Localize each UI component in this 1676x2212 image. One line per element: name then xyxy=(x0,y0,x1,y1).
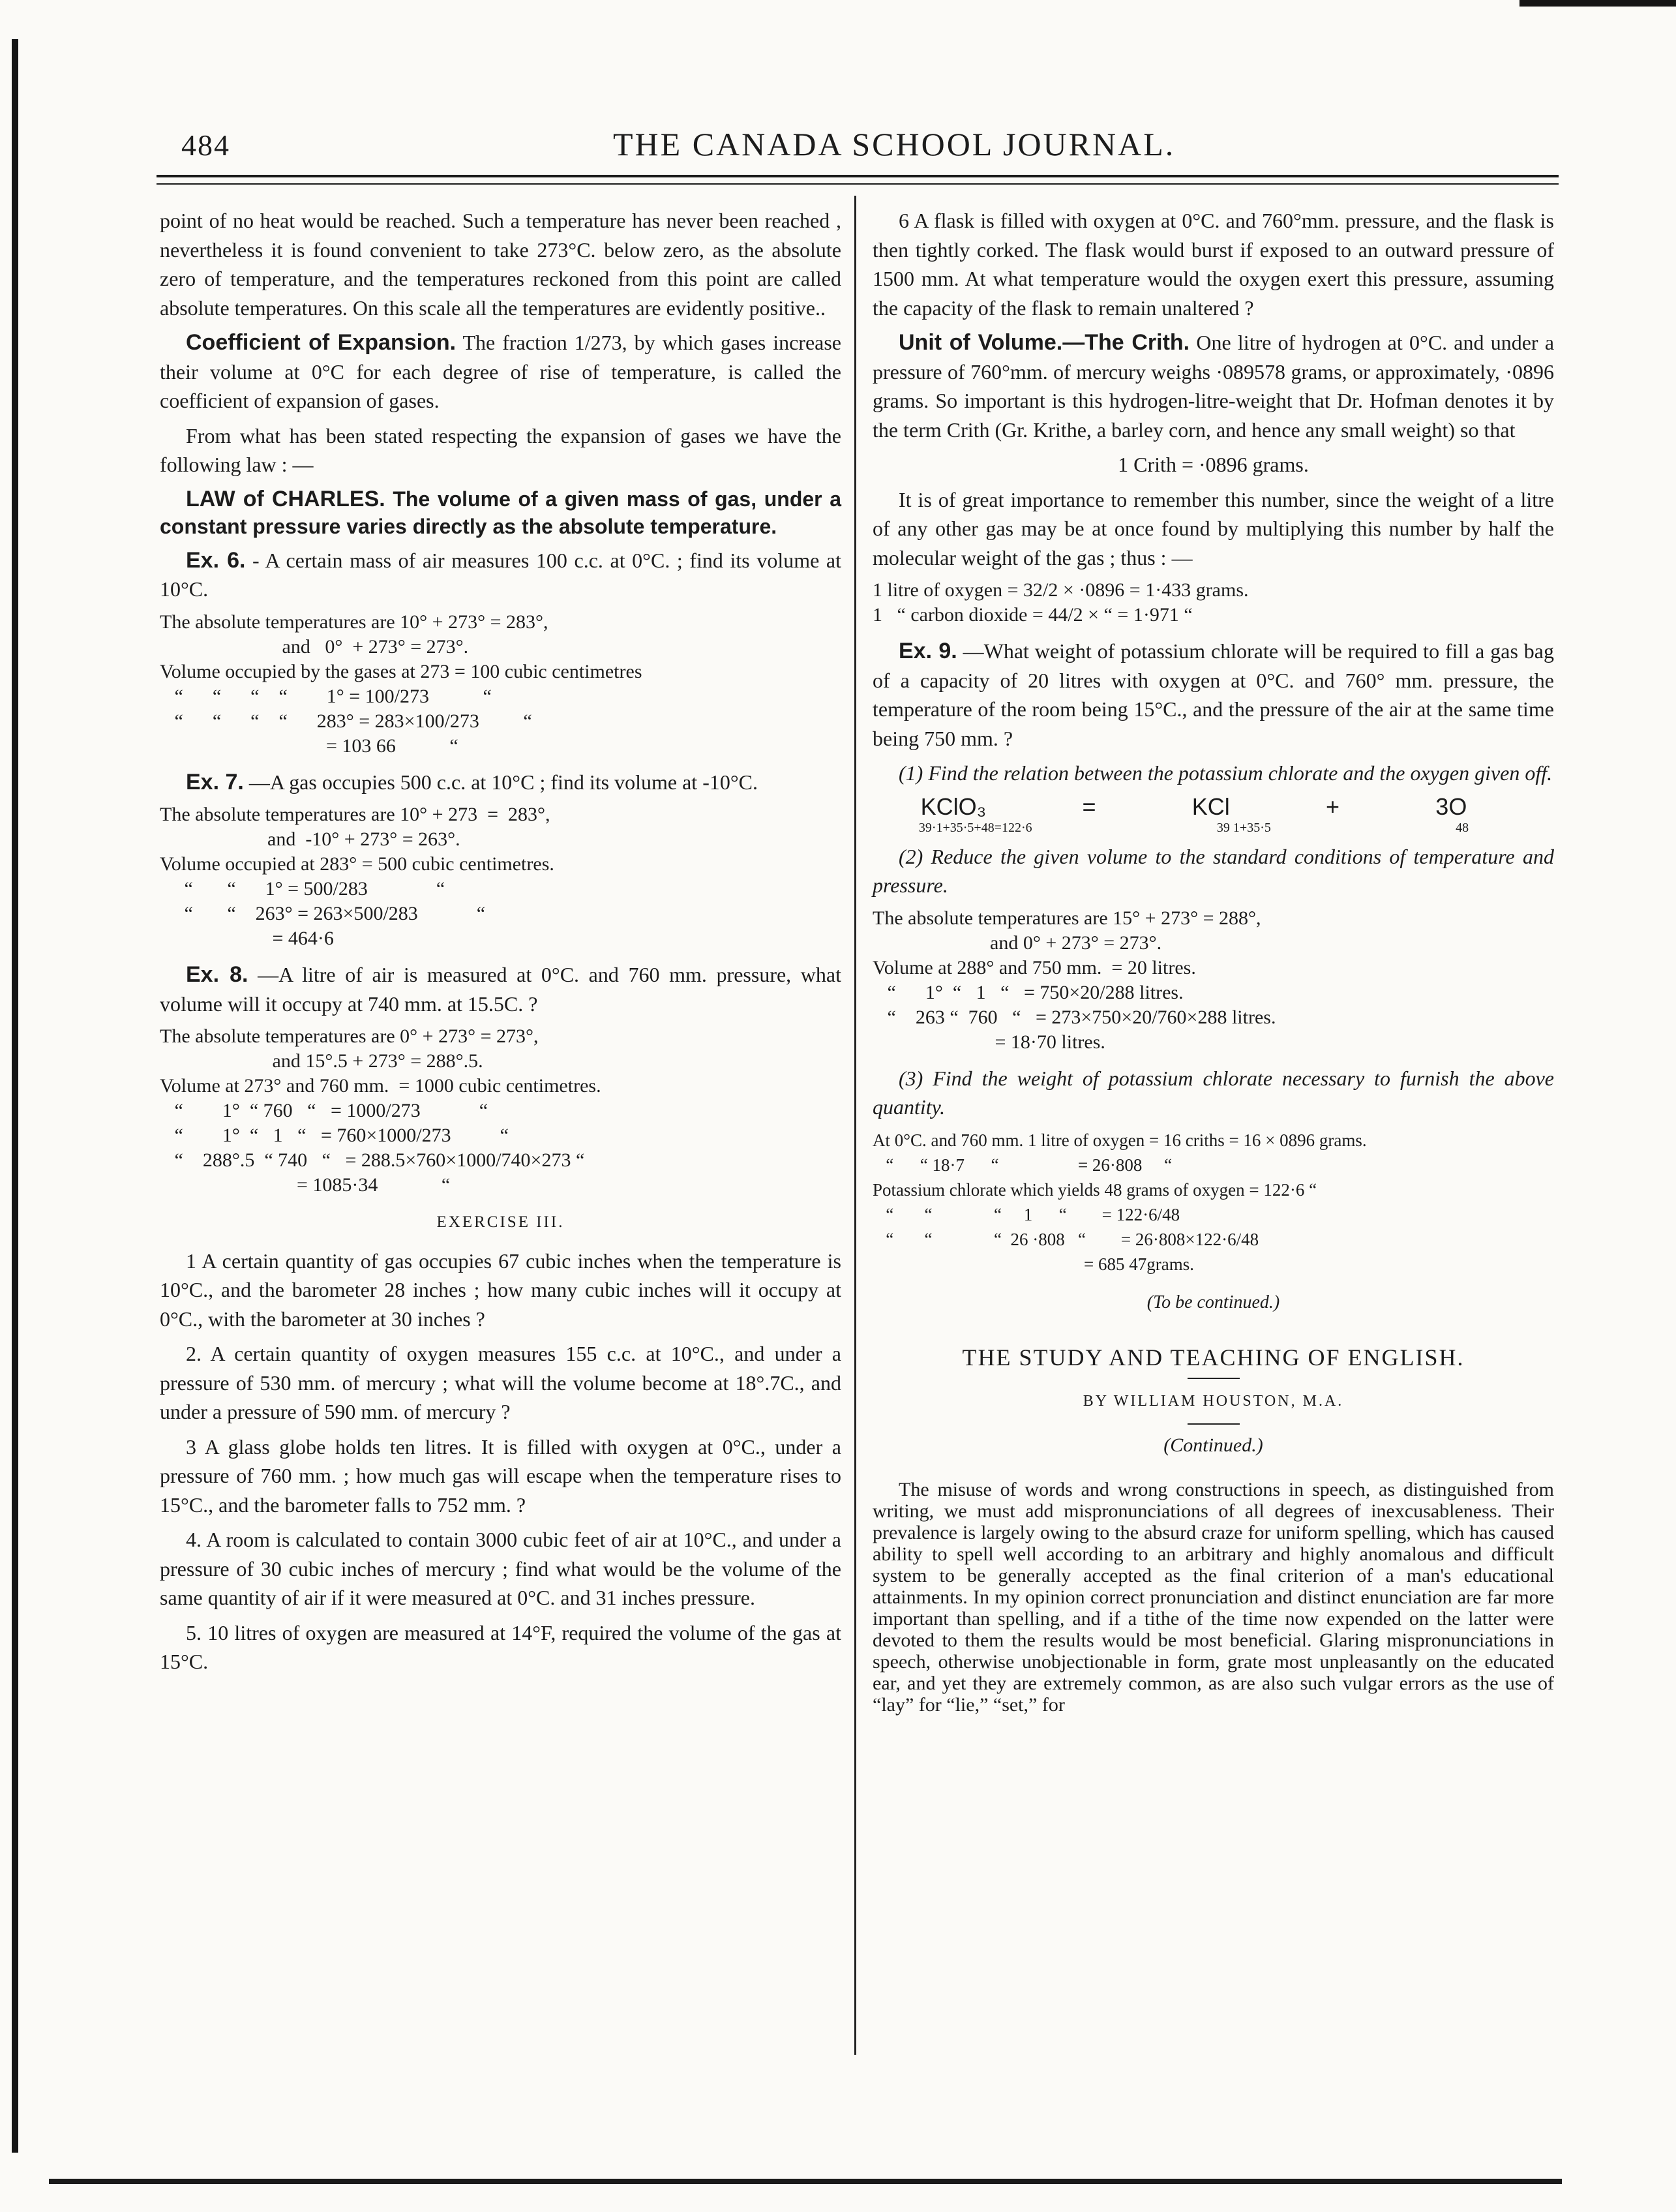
example-9 xyxy=(873,637,1554,753)
example-6-text: - A certain mass of air measures 100 c.c. at 0°C. ; find its volume at 10°C. xyxy=(160,548,842,601)
column-divider xyxy=(854,196,856,2055)
step-2: (2) Reduce the given volume to the standard conditions of temperature and pressure. xyxy=(873,844,1554,897)
paragraph-unit-of-volume xyxy=(873,328,1554,444)
exercise-heading: EXERCISE III. xyxy=(436,1213,565,1231)
equation-term: + xyxy=(1326,793,1340,820)
calc-line: “ 1° “ 1 “ = 750×20/288 litres. xyxy=(873,981,1184,1003)
byline-rule xyxy=(1188,1423,1240,1425)
example-7-text: —A gas occupies 500 c.c. at 10°C ; find its volume at -10°C. xyxy=(248,770,758,794)
step-3: (3) Find the weight of potassium chlorate necessary to furnish the above quantity. xyxy=(873,1066,1554,1119)
step-2-calculation xyxy=(873,906,1554,1055)
calc-line: “ 288°.5 “ 740 “ = 288.5×760×1000/740×273 “ xyxy=(160,1149,585,1171)
calc-line: Volume occupied at 283° = 500 cubic centimetres. xyxy=(160,853,554,875)
exercise-item: 3 A glass globe holds ten litres. It is filled with oxygen at 0°C., under a pressure of 760 mm. ; how much gas will escape when the temperature rises to 15°C., and the barometer falls to 752 mm. ? xyxy=(160,1434,841,1517)
example-8-calculation xyxy=(160,1024,841,1198)
calc-line: “ “ 18·7 “ = 26·808 “ xyxy=(873,1155,1173,1175)
calc-line: and 0° + 273° = 273°. xyxy=(873,932,1162,954)
calc-line: = 18·70 litres. xyxy=(873,1031,1105,1053)
step-3-calculation xyxy=(873,1128,1554,1277)
unit-text: One litre of hydrogen at 0°C. and under a pressure of 760°mm. of mercury weighs ·089578 grams, or approximately, ·0896 grams. So important is this hydrogen-litre-weight that Dr. Hofman denotes it by the term Crith (Gr. Krithe, a barley corn, and hence any small weight) so that xyxy=(873,331,1555,442)
bottom-rule xyxy=(49,2179,1562,2184)
calc-line: “ “ “ “ 283° = 283×100/273 “ xyxy=(160,710,532,732)
journal-title: THE CANADA SCHOOL JOURNAL. xyxy=(613,126,1176,162)
example-6 xyxy=(160,546,841,604)
coefficient-text: The fraction 1/273, by which gases increase their volume at 0°C for each degree of rise of temperature, is called the coefficient of expansion of gases. xyxy=(160,331,842,412)
carbon-dioxide-line: 1 “ carbon dioxide = 44/2 × “ = 1·971 “ xyxy=(873,604,1193,626)
article-byline: BY WILLIAM HOUSTON, M.A. xyxy=(1083,1392,1344,1410)
calc-line: “ “ “ “ 1° = 100/273 “ xyxy=(160,685,492,707)
calc-line: and -10° + 273° = 263°. xyxy=(160,828,460,850)
scan-edge-left xyxy=(12,39,18,2153)
page-number: 484 xyxy=(181,129,230,162)
equation-weight: 39·1+35·5+48=122·6 xyxy=(918,820,1032,835)
law-text: The volume of a given mass of gas, under a constant pressure varies directly as the absolute temperature. xyxy=(160,487,842,538)
paragraph-coefficient xyxy=(160,328,841,416)
example-9-text: —What weight of potassium chlorate will be required to fill a gas bag of a capacity of 20 litres with oxygen at 0°C. and 760° mm. pressure, the temperature of the room being 15°C., and the pressure of the air at the same time being 750 mm. ? xyxy=(873,639,1555,750)
calc-line: Volume at 288° and 750 mm. = 20 litres. xyxy=(873,956,1196,978)
calc-line: Volume at 273° and 760 mm. = 1000 cubic centimetres. xyxy=(160,1075,601,1097)
calc-line: “ “ “ 1 “ = 122·6/48 xyxy=(873,1204,1180,1224)
paragraph-law-intro: From what has been stated respecting the expansion of gases we have the following law : — xyxy=(160,423,841,476)
calc-line: “ “ “ 26 ·808 “ = 26·808×122·6/48 xyxy=(873,1229,1259,1249)
molar-weights xyxy=(873,578,1554,628)
calc-line: “ “ 1° = 500/283 “ xyxy=(160,878,445,900)
calc-line: Potassium chlorate which yields 48 grams of oxygen = 122·6 “ xyxy=(873,1179,1317,1200)
calc-line: = 103 66 “ xyxy=(160,735,458,757)
equation-weight: 39 1+35·5 xyxy=(1216,820,1271,835)
exercise-item: 5. 10 litres of oxygen are measured at 14°F, required the volume of the gas at 15°C. xyxy=(160,1620,841,1673)
example-6-heading: Ex. 6. xyxy=(186,547,246,573)
example-9-heading: Ex. 9. xyxy=(899,639,957,663)
exercise-item: 2. A certain quantity of oxygen measures 155 c.c. at 10°C., and under a pressure of 530 mm. of mercury ; what will the volume become at 18°.7C., and under a pressure of 590 mm. of mercury ? xyxy=(160,1342,841,1423)
equation-weight: 48 xyxy=(1456,820,1469,835)
exercise-item: 4. A room is calculated to contain 3000 cubic feet of air at 10°C., and under a pressure of 30 cubic inches of mercury ; find what would be the volume of the same quantity of air if it were measured at 0°C. and 31 inches pressure. xyxy=(160,1528,841,1609)
example-8 xyxy=(160,960,841,1018)
example-7 xyxy=(160,768,841,797)
calc-line: The absolute temperatures are 10° + 273 = 283°, xyxy=(160,804,550,825)
article-title: THE STUDY AND TEACHING OF ENGLISH. xyxy=(962,1344,1465,1371)
example-7-heading: Ex. 7. xyxy=(186,769,244,795)
scan-edge-top xyxy=(1519,0,1676,7)
coefficient-heading: Coefficient of Expansion. xyxy=(186,330,456,355)
law-of-charles xyxy=(160,485,841,540)
example-7-calculation xyxy=(160,802,841,951)
article-status: (Continued.) xyxy=(1163,1434,1263,1456)
title-rule xyxy=(1188,1378,1240,1379)
equation-weights xyxy=(873,820,1554,836)
equation-term: 3O xyxy=(1435,793,1467,820)
step-1: (1) Find the relation between the potassium chlorate and the oxygen given off. xyxy=(899,761,1553,785)
right-column xyxy=(873,206,1554,1716)
calc-line: “ 1° “ 760 “ = 1000/273 “ xyxy=(160,1100,488,1121)
equation-term: KClO₃ xyxy=(920,793,987,820)
unit-heading: Unit of Volume.—The Crith. xyxy=(899,330,1190,355)
exercise-item-6: 6 A flask is filled with oxygen at 0°C. and 760°mm. pressure, and the flask is then tightly corked. The flask would burst if exposed to an outward pressure of 1500 mm. At what temperature would the oxygen exert this pressure, assuming the capacity of the flask to remain unaltered ? xyxy=(873,209,1554,320)
calc-line: = 685 47grams. xyxy=(873,1254,1194,1274)
example-8-heading: Ex. 8. xyxy=(186,962,248,987)
calc-line: The absolute temperatures are 15° + 273° = 288°, xyxy=(873,907,1261,929)
calc-line: = 464·6 xyxy=(160,928,334,949)
equation-term: KCl xyxy=(1191,793,1230,820)
paragraph-absolute-zero: point of no heat would be reached. Such a temperature has never been reached , nevertheless it is found convenient to take 273°C. below zero, as the absolute zero of temperature, and the temperatures reckoned from this point are called absolute temperatures. On this scale all the temperatures are evidently positive.. xyxy=(160,209,841,320)
equation-term: = xyxy=(1082,793,1096,820)
exercise-item: 1 A certain quantity of gas occupies 67 cubic inches when the temperature is 10°C., and the barometer 28 inches ; how many cubic inches will it occupy at 0°C., with the barometer at 30 inches ? xyxy=(160,1249,841,1331)
header-rule xyxy=(157,175,1559,177)
left-column xyxy=(160,206,841,1682)
calc-line: “ 1° “ 1 “ = 760×1000/273 “ xyxy=(160,1125,509,1146)
calc-line: The absolute temperatures are 0° + 273° = 273°, xyxy=(160,1025,539,1047)
header-rule-thin xyxy=(157,183,1559,185)
oxygen-line: 1 litre of oxygen = 32/2 × ·0896 = 1·433 grams. xyxy=(873,579,1249,601)
calc-line: = 1085·34 “ xyxy=(160,1174,451,1196)
chemical-equation xyxy=(873,794,1554,820)
continued-note: (To be continued.) xyxy=(1146,1292,1280,1312)
calc-line: and 0° + 273° = 273°. xyxy=(160,635,469,658)
calc-line: and 15°.5 + 273° = 288°.5. xyxy=(160,1050,483,1072)
article-paragraph: The misuse of words and wrong constructions in speech, as distinguished from writing, we must add mispronunciations of all degrees of inexcusableness. Their prevalence is largely owing to the absurd craze for uniform spelling, which has caused ability to spell well according to an arbitrary and highly anomalous and difficult system to be generally accepted as the final criterion of a man's educational attainments. In my opinion correct pronunciation and distinct enunciation are far more important than spelling, and if a tithe of the time now expended on the latter were devoted to them the results would be most beneficial. Glaring mispronunciations in speech, otherwise unobjectionable in form, grate most unpleasantly on the educated ear, and yet they are extremely common, as are also such vulgar errors as the use of “lay” for “lie,” “set,” for xyxy=(873,1478,1554,1716)
example-8-text: —A litre of air is measured at 0°C. and 760 mm. pressure, what volume will it occupy at 740 mm. at 15.5C. ? xyxy=(160,963,842,1016)
calc-line: Volume occupied by the gases at 273 = 100 cubic centimetres xyxy=(160,660,642,682)
article-body xyxy=(873,1479,1554,1716)
crith-equation: 1 Crith = ·0896 grams. xyxy=(1118,453,1309,476)
example-6-calculation xyxy=(160,610,841,759)
calc-line: The absolute temperatures are 10° + 273° = 283°, xyxy=(160,611,548,633)
calc-line: “ “ 263° = 263×500/283 “ xyxy=(160,903,486,924)
calc-line: “ 263 “ 760 “ = 273×750×20/760×288 litres. xyxy=(873,1006,1276,1028)
law-heading: LAW of CHARLES. xyxy=(186,486,385,511)
calc-line: At 0°C. and 760 mm. 1 litre of oxygen = 16 criths = 16 × 0896 grams. xyxy=(873,1130,1367,1150)
paragraph-importance: It is of great importance to remember this number, since the weight of a litre of any other gas may be at once found by multiplying this number by half the molecular weight of the gas ; thus : — xyxy=(873,487,1554,569)
